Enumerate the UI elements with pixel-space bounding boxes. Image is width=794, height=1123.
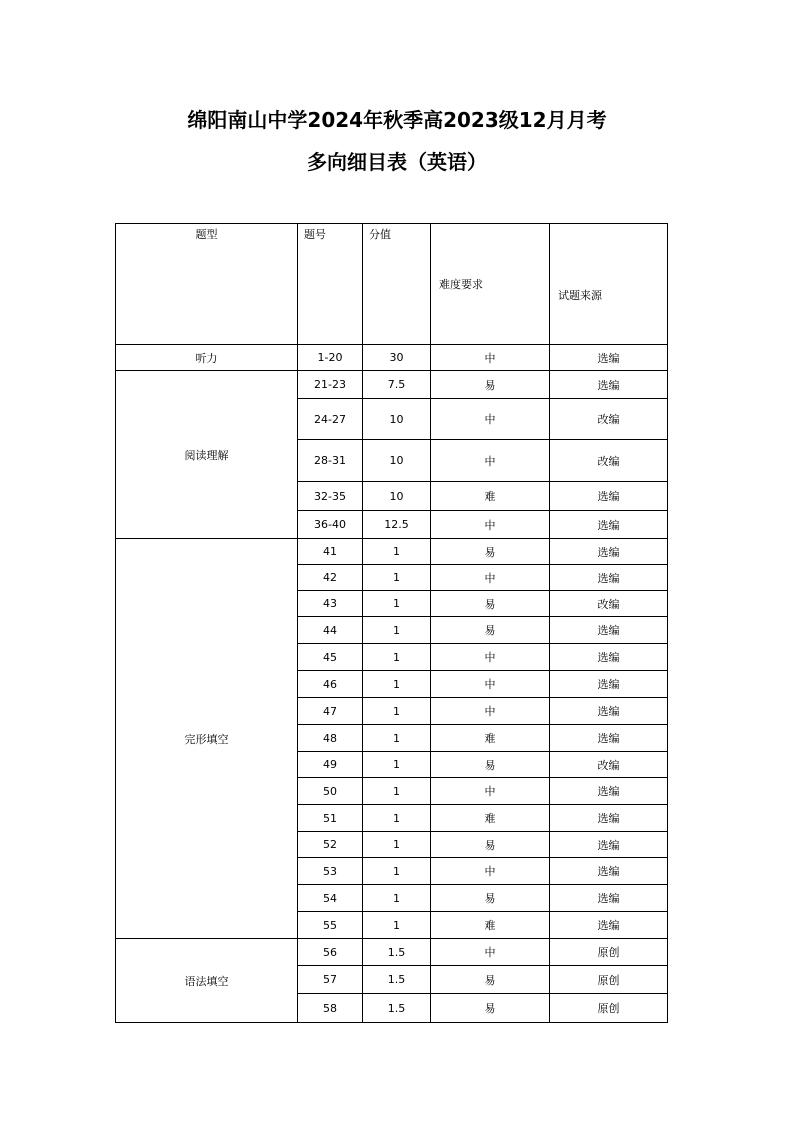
number-cell: 45 — [298, 644, 363, 671]
header-score: 分值 — [363, 224, 431, 345]
difficulty-cell: 易 — [431, 752, 550, 778]
score-cell: 1 — [363, 858, 431, 885]
score-cell: 1 — [363, 539, 431, 565]
number-cell: 55 — [298, 912, 363, 939]
score-cell: 1.5 — [363, 939, 431, 966]
difficulty-cell: 中 — [431, 345, 550, 371]
source-cell: 选编 — [550, 885, 668, 912]
number-cell: 54 — [298, 885, 363, 912]
number-cell: 42 — [298, 565, 363, 591]
difficulty-cell: 中 — [431, 644, 550, 671]
number-cell: 58 — [298, 994, 363, 1023]
number-cell: 47 — [298, 698, 363, 725]
table-row — [116, 345, 668, 371]
source-cell: 选编 — [550, 371, 668, 399]
number-cell: 32-35 — [298, 482, 363, 511]
score-cell: 7.5 — [363, 371, 431, 399]
score-cell: 1 — [363, 912, 431, 939]
score-cell: 1 — [363, 644, 431, 671]
number-cell: 48 — [298, 725, 363, 752]
difficulty-cell: 中 — [431, 399, 550, 440]
number-cell: 46 — [298, 671, 363, 698]
difficulty-cell: 易 — [431, 994, 550, 1023]
source-cell: 选编 — [550, 345, 668, 371]
header-number: 题号 — [298, 224, 363, 345]
number-cell: 51 — [298, 805, 363, 832]
number-cell: 41 — [298, 539, 363, 565]
source-cell: 选编 — [550, 617, 668, 644]
source-cell: 改编 — [550, 440, 668, 482]
source-cell: 选编 — [550, 805, 668, 832]
question-type-cell: 阅读理解 — [116, 371, 298, 539]
source-cell: 原创 — [550, 939, 668, 966]
number-cell: 43 — [298, 591, 363, 617]
number-cell: 44 — [298, 617, 363, 644]
number-cell: 24-27 — [298, 399, 363, 440]
source-cell: 选编 — [550, 482, 668, 511]
score-cell: 10 — [363, 482, 431, 511]
difficulty-cell: 易 — [431, 617, 550, 644]
table-row — [116, 539, 668, 565]
source-cell: 改编 — [550, 752, 668, 778]
difficulty-cell: 易 — [431, 591, 550, 617]
source-cell: 改编 — [550, 591, 668, 617]
table-row — [116, 939, 668, 966]
number-cell: 28-31 — [298, 440, 363, 482]
difficulty-cell: 易 — [431, 832, 550, 858]
score-cell: 1.5 — [363, 966, 431, 994]
difficulty-cell: 难 — [431, 805, 550, 832]
number-cell: 1-20 — [298, 345, 363, 371]
difficulty-cell: 中 — [431, 671, 550, 698]
difficulty-cell: 中 — [431, 698, 550, 725]
question-type-cell: 听力 — [116, 345, 298, 371]
number-cell: 50 — [298, 778, 363, 805]
difficulty-cell: 难 — [431, 912, 550, 939]
source-cell: 选编 — [550, 832, 668, 858]
source-cell: 选编 — [550, 698, 668, 725]
difficulty-cell: 易 — [431, 966, 550, 994]
header-difficulty: 难度要求 — [431, 224, 550, 345]
difficulty-cell: 易 — [431, 885, 550, 912]
difficulty-cell: 难 — [431, 725, 550, 752]
source-cell: 选编 — [550, 778, 668, 805]
table-row — [116, 371, 668, 399]
source-cell: 选编 — [550, 644, 668, 671]
score-cell: 1 — [363, 698, 431, 725]
score-cell: 1 — [363, 752, 431, 778]
difficulty-cell: 中 — [431, 565, 550, 591]
number-cell: 21-23 — [298, 371, 363, 399]
difficulty-cell: 中 — [431, 939, 550, 966]
difficulty-cell: 中 — [431, 440, 550, 482]
difficulty-cell: 中 — [431, 858, 550, 885]
score-cell: 10 — [363, 399, 431, 440]
difficulty-cell: 易 — [431, 371, 550, 399]
score-cell: 1 — [363, 671, 431, 698]
number-cell: 52 — [298, 832, 363, 858]
header-row — [116, 224, 668, 345]
document-title: 绵阳南山中学2024年秋季高2023级12月月考 — [187, 108, 607, 132]
source-cell: 原创 — [550, 966, 668, 994]
source-cell: 原创 — [550, 994, 668, 1023]
score-cell: 12.5 — [363, 511, 431, 539]
number-cell: 57 — [298, 966, 363, 994]
source-cell: 选编 — [550, 511, 668, 539]
source-cell: 改编 — [550, 399, 668, 440]
number-cell: 36-40 — [298, 511, 363, 539]
source-cell: 选编 — [550, 858, 668, 885]
score-cell: 10 — [363, 440, 431, 482]
score-cell: 1.5 — [363, 994, 431, 1023]
source-cell: 选编 — [550, 725, 668, 752]
spec-table-body — [116, 224, 668, 1023]
document-subtitle: 多向细目表（英语） — [307, 150, 487, 174]
source-cell: 选编 — [550, 565, 668, 591]
difficulty-cell: 中 — [431, 778, 550, 805]
header-type: 题型 — [116, 224, 298, 345]
score-cell: 1 — [363, 591, 431, 617]
number-cell: 56 — [298, 939, 363, 966]
score-cell: 30 — [363, 345, 431, 371]
score-cell: 1 — [363, 885, 431, 912]
score-cell: 1 — [363, 805, 431, 832]
spec-table — [115, 223, 668, 1023]
question-type-cell: 语法填空 — [116, 939, 298, 1023]
question-type-cell: 完形填空 — [116, 539, 298, 939]
source-cell: 选编 — [550, 539, 668, 565]
number-cell: 49 — [298, 752, 363, 778]
source-cell: 选编 — [550, 912, 668, 939]
score-cell: 1 — [363, 617, 431, 644]
score-cell: 1 — [363, 778, 431, 805]
difficulty-cell: 易 — [431, 539, 550, 565]
score-cell: 1 — [363, 725, 431, 752]
header-source: 试题来源 — [550, 224, 668, 345]
score-cell: 1 — [363, 565, 431, 591]
difficulty-cell: 中 — [431, 511, 550, 539]
difficulty-cell: 难 — [431, 482, 550, 511]
score-cell: 1 — [363, 832, 431, 858]
source-cell: 选编 — [550, 671, 668, 698]
number-cell: 53 — [298, 858, 363, 885]
